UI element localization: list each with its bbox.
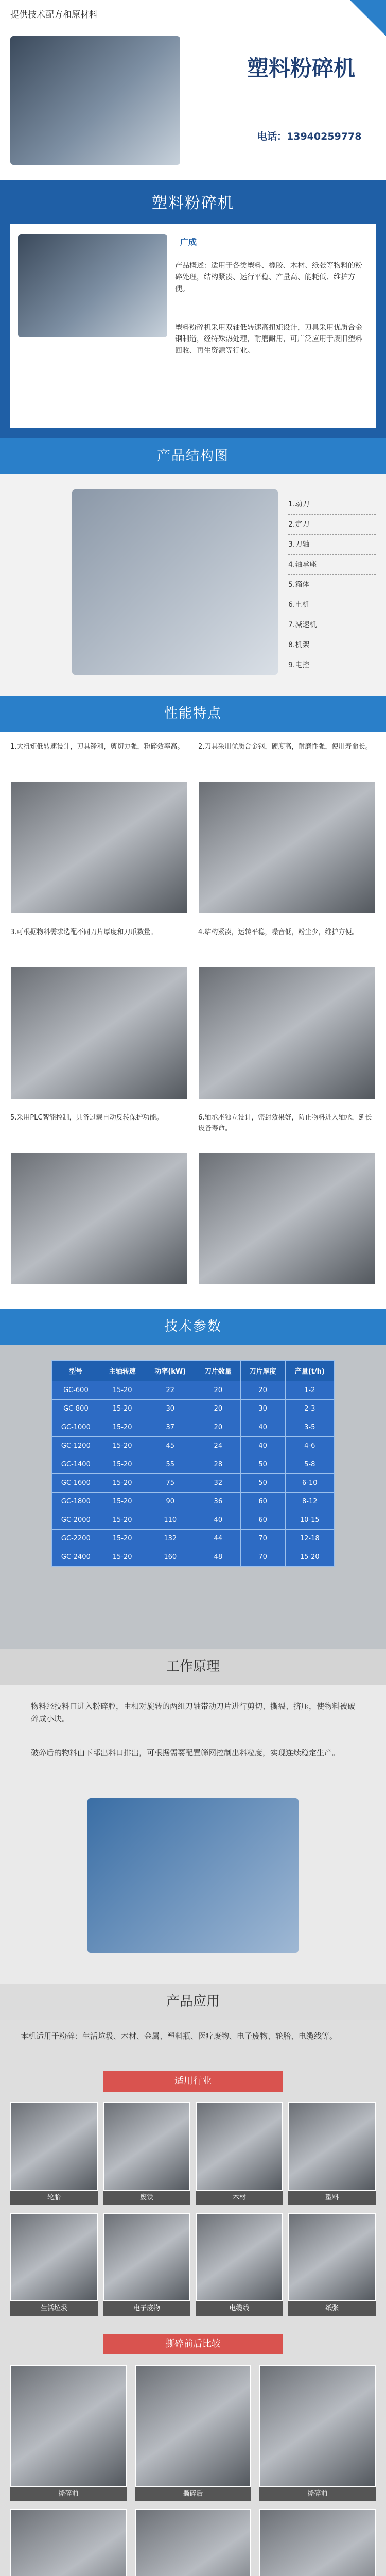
feature-text: 6.轴承座独立设计，密封效果好，防止物料进入轴承，延长设备寿命。	[198, 1114, 372, 1132]
structure-label: 6.电机	[288, 595, 376, 615]
industry-item	[288, 2102, 376, 2205]
params-cell: GC-2000	[52, 1511, 100, 1530]
industry-grid	[10, 2102, 376, 2318]
feature-text: 5.采用PLC智能控制，具备过载自动反转保护功能。	[10, 1114, 163, 1122]
industry-caption: 塑料	[288, 2191, 376, 2205]
params-row	[52, 1548, 335, 1567]
feature-card	[10, 742, 188, 917]
feature-text: 3.可根据物料需求选配不同刀片厚度和刀爪数量。	[10, 928, 157, 936]
compare-item	[259, 2509, 376, 2576]
compare-caption: 撕碎前	[10, 2487, 127, 2501]
application-paragraph: 本机适用于粉碎：生活垃圾、木材、金属、塑料瓶、医疗废物、电子废物、轮胎、电缆线等。	[21, 2031, 338, 2041]
application-title: 产品应用	[0, 1984, 386, 2020]
params-cell: 15-20	[100, 1400, 145, 1418]
params-cell: 40	[240, 1418, 285, 1437]
params-row	[52, 1381, 335, 1400]
principle-paragraph-1: 物料经投料口进入粉碎腔，由相对旋转的两组刀轴带动刀片进行剪切、撕裂、挤压，使物料被破碎成小块。	[31, 1702, 356, 1723]
industry-caption: 电子废物	[103, 2301, 190, 2316]
params-cell: 40	[196, 1511, 240, 1530]
params-cell: 12-18	[285, 1530, 335, 1548]
industry-image	[10, 2213, 98, 2301]
params-cell: GC-2200	[52, 1530, 100, 1548]
compare-grid	[10, 2365, 376, 2576]
industry-caption: 废铁	[103, 2191, 190, 2205]
compare-image	[135, 2365, 251, 2487]
feature-image	[10, 1151, 188, 1285]
application-subtitle-compare: 撕碎前后比较	[103, 2334, 283, 2354]
params-cell: 15-20	[100, 1511, 145, 1530]
application-subtitle-industry: 适用行业	[103, 2071, 283, 2092]
compare-item	[259, 2365, 376, 2501]
industry-image	[288, 2102, 376, 2191]
params-section	[0, 1309, 386, 1649]
intro-title: 塑料粉碎机	[152, 194, 234, 212]
industry-item	[10, 2102, 98, 2205]
params-cell: 20	[196, 1381, 240, 1400]
header-tagline: 提供技术配方和原材料	[10, 10, 98, 20]
params-cell: 5-8	[285, 1455, 335, 1474]
params-cell: 110	[145, 1511, 196, 1530]
header-product-name: 塑料粉碎机	[247, 56, 356, 81]
params-cell: 60	[240, 1511, 285, 1530]
params-cell: GC-1000	[52, 1418, 100, 1437]
params-cell: 60	[240, 1493, 285, 1511]
industry-caption: 生活垃圾	[10, 2301, 98, 2316]
params-cell: 36	[196, 1493, 240, 1511]
params-header-row	[52, 1361, 335, 1381]
feature-text: 1.大扭矩低转速设计，刀具锋利，剪切力强，粉碎效率高。	[10, 743, 184, 751]
params-cell: 132	[145, 1530, 196, 1548]
params-cell: 8-12	[285, 1493, 335, 1511]
params-cell: 15-20	[100, 1418, 145, 1437]
structure-labels	[288, 495, 376, 675]
params-row	[52, 1418, 335, 1437]
params-header-cell: 型号	[52, 1361, 100, 1381]
compare-image	[10, 2365, 127, 2487]
feature-card	[198, 742, 376, 917]
params-cell: 50	[240, 1474, 285, 1493]
features-section	[0, 696, 386, 1309]
structure-label: 5.箱体	[288, 575, 376, 595]
industry-image	[10, 2102, 98, 2191]
structure-label: 2.定刀	[288, 515, 376, 535]
params-cell: GC-1600	[52, 1474, 100, 1493]
header-phone: 电话：13940259778	[257, 131, 362, 142]
principle-title: 工作原理	[0, 1649, 386, 1685]
feature-card	[10, 927, 188, 1103]
compare-image	[259, 2365, 376, 2487]
industry-caption: 电缆线	[196, 2301, 283, 2316]
params-cell: 15-20	[100, 1530, 145, 1548]
params-row	[52, 1455, 335, 1474]
header-machine-image	[10, 36, 180, 165]
params-row	[52, 1400, 335, 1418]
feature-card	[198, 927, 376, 1103]
params-cell: 32	[196, 1474, 240, 1493]
params-cell: 6-10	[285, 1474, 335, 1493]
feature-text: 4.结构紧凑，运转平稳，噪音低，粉尘少，维护方便。	[198, 928, 359, 936]
params-header-cell: 功率(kW)	[145, 1361, 196, 1381]
compare-item	[10, 2509, 127, 2576]
params-cell: GC-2400	[52, 1548, 100, 1567]
industry-image	[103, 2213, 190, 2301]
feature-text: 2.刀具采用优质合金钢，硬度高，耐磨性强，使用寿命长。	[198, 743, 372, 751]
params-table-wrap	[51, 1360, 335, 1567]
structure-label: 9.电控	[288, 655, 376, 675]
params-header-cell: 刀片厚度	[240, 1361, 285, 1381]
intro-paragraph-1: 产品概述：适用于各类塑料、橡胶、木材、纸张等物料的粉碎处理，结构紧凑、运行平稳、产量高、能耗低、维护方便。	[175, 262, 362, 293]
industry-item	[288, 2213, 376, 2316]
structure-label: 7.减速机	[288, 615, 376, 635]
industry-item	[10, 2213, 98, 2316]
intro-paragraph-2: 塑料粉碎机采用双轴低转速高扭矩设计，刀具采用优质合金钢制造，经特殊热处理，耐磨耐用，可广泛应用于废旧塑料回收、再生资源等行业。	[175, 324, 362, 355]
compare-caption: 撕碎后	[135, 2487, 251, 2501]
feature-image	[10, 781, 188, 914]
params-cell: 30	[240, 1400, 285, 1418]
params-cell: 20	[196, 1418, 240, 1437]
params-row	[52, 1511, 335, 1530]
params-cell: 70	[240, 1548, 285, 1567]
industry-caption: 木材	[196, 2191, 283, 2205]
params-cell: 10-15	[285, 1511, 335, 1530]
params-cell: 15-20	[100, 1548, 145, 1567]
params-cell: 50	[240, 1455, 285, 1474]
params-cell: GC-1800	[52, 1493, 100, 1511]
params-cell: 20	[240, 1381, 285, 1400]
params-cell: 28	[196, 1455, 240, 1474]
params-cell: 30	[145, 1400, 196, 1418]
application-section	[0, 1984, 386, 2576]
params-cell: 4-6	[285, 1437, 335, 1455]
compare-item	[10, 2365, 127, 2501]
compare-image	[259, 2509, 376, 2576]
intro-section	[0, 180, 386, 438]
params-cell: 22	[145, 1381, 196, 1400]
params-table	[51, 1360, 335, 1567]
params-cell: 44	[196, 1530, 240, 1548]
structure-title: 产品结构图	[0, 438, 386, 474]
industry-image	[196, 2213, 283, 2301]
params-cell: 15-20	[100, 1437, 145, 1455]
params-cell: 37	[145, 1418, 196, 1437]
principle-section	[0, 1649, 386, 1984]
params-cell: 55	[145, 1455, 196, 1474]
params-cell: 40	[240, 1437, 285, 1455]
feature-image	[198, 966, 376, 1100]
params-cell: GC-800	[52, 1400, 100, 1418]
header	[0, 0, 386, 180]
params-cell: 70	[240, 1530, 285, 1548]
params-cell: 75	[145, 1474, 196, 1493]
params-cell: 15-20	[100, 1474, 145, 1493]
params-row	[52, 1530, 335, 1548]
intro-card	[10, 224, 376, 428]
structure-section	[0, 438, 386, 696]
principle-machine-image	[87, 1798, 299, 1953]
compare-item	[135, 2365, 251, 2501]
industry-item	[196, 2213, 283, 2316]
principle-paragraph-2: 破碎后的物料由下部出料口排出，可根据需要配置筛网控制出料粒度，实现连续稳定生产。	[31, 1748, 340, 1757]
params-row	[52, 1437, 335, 1455]
feature-image	[10, 966, 188, 1100]
params-cell: 15-20	[100, 1455, 145, 1474]
params-cell: 1-2	[285, 1381, 335, 1400]
params-cell: 15-20	[100, 1381, 145, 1400]
intro-machine-image	[18, 234, 167, 337]
industry-item	[103, 2213, 190, 2316]
params-row	[52, 1493, 335, 1511]
params-header-cell: 产量(t/h)	[285, 1361, 335, 1381]
feature-card	[198, 1113, 376, 1288]
structure-label: 3.刀轴	[288, 535, 376, 555]
structure-label: 1.动刀	[288, 495, 376, 515]
compare-caption: 撕碎前	[259, 2487, 376, 2501]
params-cell: 3-5	[285, 1418, 335, 1437]
params-cell: 24	[196, 1437, 240, 1455]
params-cell: GC-600	[52, 1381, 100, 1400]
feature-image	[198, 781, 376, 914]
params-cell: 45	[145, 1437, 196, 1455]
features-title: 性能特点	[0, 696, 386, 732]
params-cell: 15-20	[100, 1493, 145, 1511]
params-header-cell: 主轴转速	[100, 1361, 145, 1381]
structure-diagram-image	[72, 489, 278, 675]
params-cell: 15-20	[285, 1548, 335, 1567]
feature-card	[10, 1113, 188, 1288]
industry-image	[103, 2102, 190, 2191]
params-title: 技术参数	[0, 1309, 386, 1345]
feature-image	[198, 1151, 376, 1285]
params-cell: 20	[196, 1400, 240, 1418]
features-grid	[10, 742, 376, 1298]
industry-item	[196, 2102, 283, 2205]
industry-image	[288, 2213, 376, 2301]
industry-image	[196, 2102, 283, 2191]
intro-brand-badge: 广成	[180, 237, 197, 247]
params-row	[52, 1474, 335, 1493]
industry-caption: 轮胎	[10, 2191, 98, 2205]
params-header-cell: 刀片数量	[196, 1361, 240, 1381]
compare-item	[135, 2509, 251, 2576]
params-cell: 90	[145, 1493, 196, 1511]
params-cell: 160	[145, 1548, 196, 1567]
industry-item	[103, 2102, 190, 2205]
compare-image	[135, 2509, 251, 2576]
compare-image	[10, 2509, 127, 2576]
header-deco-triangle	[350, 0, 386, 36]
industry-caption: 纸张	[288, 2301, 376, 2316]
params-cell: 48	[196, 1548, 240, 1567]
params-cell: GC-1400	[52, 1455, 100, 1474]
params-cell: 2-3	[285, 1400, 335, 1418]
structure-label: 4.轴承座	[288, 555, 376, 575]
structure-label: 8.机架	[288, 635, 376, 655]
params-cell: GC-1200	[52, 1437, 100, 1455]
